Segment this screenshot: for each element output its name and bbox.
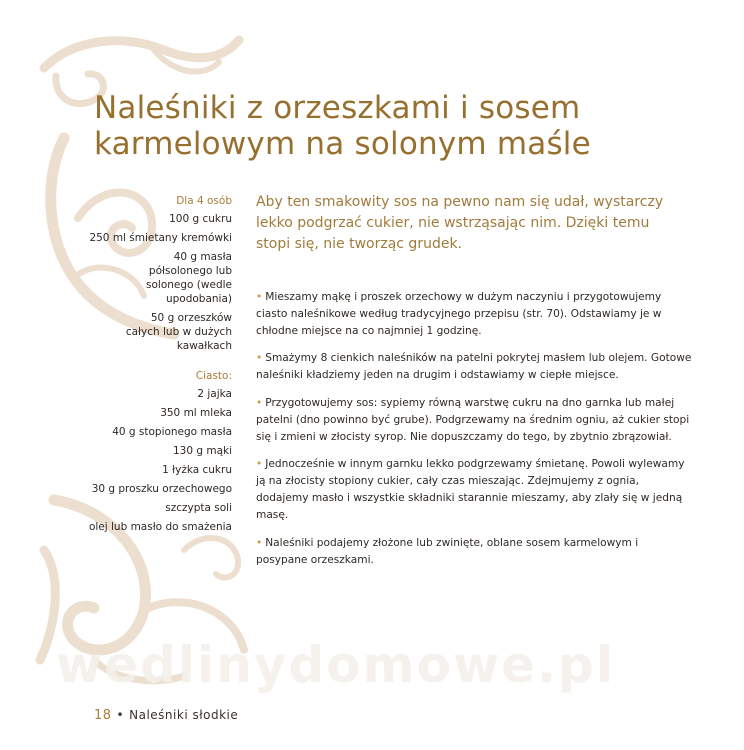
recipe-steps	[256, 278, 692, 577]
dough-ingredient-item: 30 g proszku orzechowego	[91, 483, 232, 495]
recipe-intro: Aby ten smakowity sos na pewno nam się udał, wystarczy lekko podgrzać cukier, nie wstrząsając nim. Dzięki temu stopi się, nie tworząc grudek.	[256, 194, 664, 252]
dough-ingredient-item: 40 g stopionego masła	[112, 426, 232, 438]
recipe-step	[256, 535, 692, 569]
section-name: Naleśniki słodkie	[129, 708, 239, 722]
ingredient-item: 250 ml śmietany kremówki	[89, 232, 232, 244]
dough-ingredient-item: olej lub masło do smażenia	[88, 521, 232, 533]
dough-ingredient-item: szczypta soli	[165, 502, 232, 514]
dough-heading: Ciasto:	[195, 370, 232, 382]
page-number: 18	[94, 708, 112, 723]
bullet-icon: •	[256, 458, 263, 471]
recipe-step	[256, 289, 692, 340]
step-text: Mieszamy mąkę i proszek orzechowy w dużym naczyniu i przygotowujemy ciasto naleśnikowe według tradycyjnego przepisu (str. 70). Odstawiamy je w chłodne miejsce na co najmniej 1 godzinę.	[256, 290, 662, 337]
watermark-text: wedlinydomowe.pl	[56, 636, 615, 694]
ingredients-column	[12, 194, 232, 539]
bullet-icon: •	[256, 290, 263, 303]
recipe-title: Naleśniki z orzeszkami i sosem karmelowym na solonym maśle	[94, 90, 591, 162]
page-footer	[94, 708, 238, 723]
recipe-step	[256, 395, 692, 446]
dough-ingredient-item: 1 łyżka cukru	[162, 464, 232, 476]
bullet-icon: •	[256, 352, 263, 365]
dough-ingredient-item: 2 jajka	[197, 388, 232, 400]
bullet-icon: •	[256, 396, 263, 409]
recipe-step	[256, 350, 692, 384]
dough-ingredient-item: 350 ml mleka	[160, 407, 232, 419]
step-text: Smażymy 8 cienkich naleśników na patelni pokrytej masłem lub olejem. Gotowe naleśniki kładziemy jeden na drugim i odstawiamy w ciepłe miejsce.	[256, 352, 692, 382]
ingredients-list	[12, 212, 232, 353]
dough-ingredient-item: 130 g mąki	[172, 445, 232, 457]
bullet-icon: •	[256, 536, 263, 549]
ingredient-item: 100 g cukru	[169, 213, 232, 225]
step-text: Naleśniki podajemy złożone lub zwinięte, oblane sosem karmelowym i posypane orzeszkami.	[256, 536, 639, 566]
servings-label: Dla 4 osób	[176, 195, 232, 207]
step-text: Przygotowujemy sos: sypiemy równą warstwę cukru na dno garnka lub małej patelni (dno powinno być grube). Podgrzewamy na średnim ogniu, aż cukier stopi się i zmieni w złocisty syrop. Nie dopuszczamy do tego, by zbytnio zbrązowiał.	[256, 396, 690, 443]
recipe-step	[256, 456, 692, 524]
ingredient-item: 50 g orzeszków całych lub w dużych kawałkach	[125, 312, 232, 352]
step-text: Jednocześnie w innym garnku lekko podgrzewamy śmietanę. Powoli wylewamy ją na złocisty stopiony cukier, cały czas mieszając. Zdejmujemy z ognia, dodajemy masło i wszystkie składniki starannie mieszamy, aby zlały się w jedną masę.	[256, 458, 685, 522]
ingredient-item: 40 g masła półsolonego lub solonego (wedle upodobania)	[146, 251, 232, 305]
dough-ingredients-list	[12, 387, 232, 534]
footer-separator: •	[116, 708, 125, 722]
